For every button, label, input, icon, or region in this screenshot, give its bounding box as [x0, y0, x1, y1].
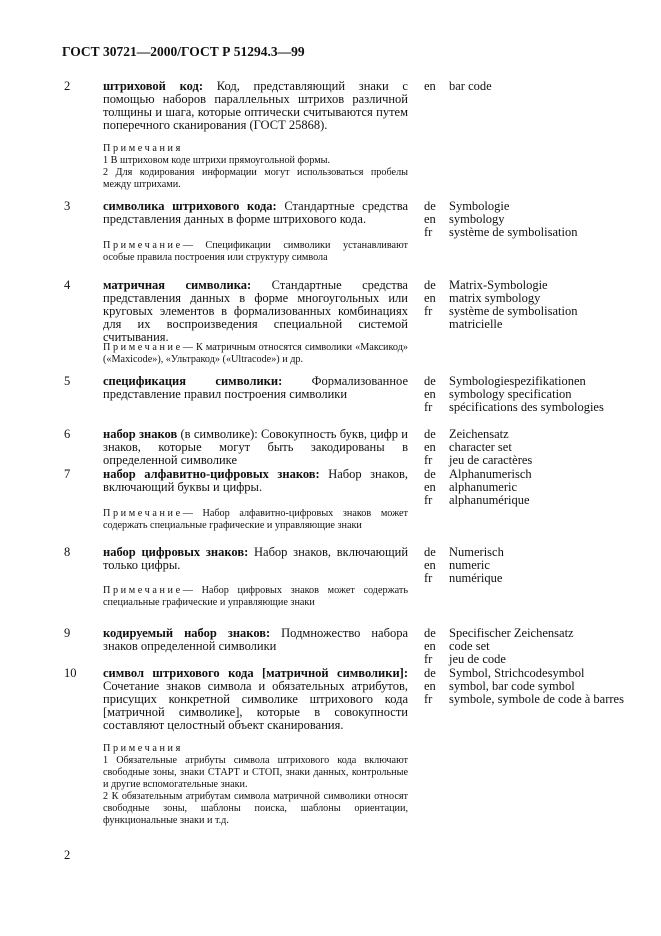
translation-row	[424, 80, 624, 93]
lang-code: de	[424, 427, 436, 441]
lang-term: symbol, bar code symbol	[449, 679, 575, 693]
page-number: 2	[64, 848, 71, 862]
entry-note	[103, 342, 408, 366]
entry-term: набор знаков	[103, 427, 178, 441]
entry-translations	[424, 468, 624, 507]
entry-definition	[103, 627, 408, 653]
lang-term: symbology specification	[449, 387, 572, 401]
entry-definition-text: Стандартные средства представления данных в форме многоугольных или круговых элементов в формализованных комбинациях для их воспроизведения специальной системой считывания.	[103, 278, 408, 344]
lang-term: spécifications des symbologies	[449, 400, 604, 414]
entry-number: 7	[64, 467, 71, 481]
note-label: Примечание	[103, 240, 183, 251]
lang-code: en	[424, 79, 436, 93]
note-label: Примечания	[103, 743, 183, 754]
entry-translations	[424, 80, 624, 93]
lang-code: de	[424, 467, 436, 481]
entry-number: 10	[64, 666, 77, 680]
entry-translations	[424, 279, 624, 331]
entry-term: кодируемый набор знаков:	[103, 626, 271, 640]
entry-definition-text: Подмножество набора знаков определенной символики	[103, 626, 409, 653]
lang-code: de	[424, 666, 436, 680]
lang-code: en	[424, 480, 436, 494]
entry-term: символ штрихового кода [матричной символики]:	[103, 666, 408, 680]
lang-term: Symbol, Strichcodesymbol	[449, 666, 585, 680]
translation-row	[424, 454, 624, 467]
entry-definition	[103, 428, 408, 467]
lang-code: fr	[424, 453, 433, 467]
entry-definition	[103, 667, 408, 732]
lang-term: Specifischer Zeichensatz	[449, 626, 574, 640]
entry-number: 8	[64, 545, 71, 559]
entry-translations	[424, 627, 624, 666]
note-line: 2 Для кодирования информации могут использоваться пробелы между штрихами.	[103, 167, 408, 190]
entry-number: 4	[64, 278, 71, 292]
entry-note	[103, 743, 408, 827]
note-text: — Набор алфавитно-цифровых знаков может содержать специальные графические и управляющие знаки	[103, 508, 408, 531]
lang-code: fr	[424, 493, 433, 507]
note-label: Примечание	[103, 342, 183, 353]
lang-term: alphanumérique	[449, 493, 530, 507]
lang-code: en	[424, 387, 436, 401]
lang-term: Symbologiespezifikationen	[449, 374, 586, 388]
entry-translations	[424, 375, 624, 414]
note-line: 1 Обязательные атрибуты символа штрихового кода включают свободные зоны, знаки СТАРТ и СТОП, знаки данных, контрольные и другие вспомогательные знаки.	[103, 755, 408, 790]
lang-term: jeu de code	[449, 652, 506, 666]
lang-term: numeric	[449, 558, 490, 572]
translation-row	[424, 653, 624, 666]
entry-term: символика штрихового кода:	[103, 199, 277, 213]
note-line: 1 В штриховом коде штрихи прямоугольной формы.	[103, 155, 331, 166]
lang-code: fr	[424, 652, 433, 666]
entry-definition	[103, 375, 408, 401]
entry-definition	[103, 80, 408, 132]
lang-code: de	[424, 278, 436, 292]
entry-term: набор алфавитно-цифровых знаков:	[103, 467, 320, 481]
lang-term: symbole, symbole de code à barres	[449, 692, 624, 706]
lang-term: Alphanumerisch	[449, 467, 532, 481]
lang-term: jeu de caractères	[449, 453, 533, 467]
entry-translations	[424, 667, 624, 706]
note-label: Примечание	[103, 508, 183, 519]
note-label: Примечание	[103, 585, 183, 596]
lang-term: symbology	[449, 212, 505, 226]
entry-number: 6	[64, 427, 71, 441]
entry-term: спецификация символики:	[103, 374, 283, 388]
translation-row	[424, 494, 624, 507]
lang-code: de	[424, 199, 436, 213]
lang-code: de	[424, 545, 436, 559]
entry-definition-text: Формализованное представление правил построения символики	[103, 374, 409, 401]
note-text: — Спецификации символики устанавливают особые правила построения или структуру символа	[103, 240, 408, 263]
entry-number: 3	[64, 199, 71, 213]
lang-code: en	[424, 291, 436, 305]
translation-row	[424, 226, 624, 239]
lang-code: en	[424, 212, 436, 226]
lang-term: système de symbolisation	[449, 225, 578, 239]
lang-code: fr	[424, 225, 433, 239]
note-text: — К матричным относятся символики «Максикод» («Maxicode»), «Ультракод» («Ultracode») и др.	[103, 342, 408, 365]
lang-term: Matrix-Symbologie	[449, 278, 548, 292]
entry-number: 9	[64, 626, 71, 640]
entry-number: 5	[64, 374, 71, 388]
document-header: ГОСТ 30721—2000/ГОСТ Р 51294.3—99	[62, 44, 305, 59]
entry-definition	[103, 200, 408, 226]
lang-code: fr	[424, 692, 433, 706]
entry-translations	[424, 428, 624, 467]
entry-definition	[103, 468, 408, 494]
entry-term: набор цифровых знаков:	[103, 545, 249, 559]
translation-row	[424, 693, 624, 706]
entry-translations	[424, 546, 624, 585]
lang-code: fr	[424, 400, 433, 414]
translation-row	[424, 401, 624, 414]
lang-code: de	[424, 374, 436, 388]
lang-term: bar code	[449, 79, 492, 93]
translation-row	[424, 305, 624, 331]
entry-definition	[103, 279, 408, 344]
entry-note	[103, 585, 408, 609]
entry-definition-text: Сочетание знаков символа и обязательных атрибутов, присущих конкретной символике штрихового кода [матричной символике], которые в совокупности составляют целостный объект сканирования.	[103, 679, 408, 732]
lang-code: en	[424, 639, 436, 653]
lang-term: Numerisch	[449, 545, 504, 559]
translation-row	[424, 572, 624, 585]
entry-note	[103, 143, 408, 191]
lang-term: character set	[449, 440, 512, 454]
entry-note	[103, 240, 408, 264]
lang-term: système de symbolisation matricielle	[449, 304, 578, 331]
entry-definition-text: Код, представляющий знаки с помощью наборов параллельных штрихов различной толщины и шага, которые оптически считываются путем поперечного сканирования (ГОСТ 25868).	[103, 79, 408, 132]
entry-definition-text: Стандартные средства представления данных в форме штрихового кода.	[103, 199, 408, 226]
entry-definition-text: Набор знаков, включающий только цифры.	[103, 545, 409, 572]
entry-definition-text: (в символике): Совокупность букв, цифр и знаков, которые могут быть закодированы в определенной символике	[103, 427, 408, 467]
entry-term: матричная символика:	[103, 278, 252, 292]
entry-translations	[424, 200, 624, 239]
lang-code: fr	[424, 304, 433, 318]
entry-term: штриховой код:	[103, 79, 203, 93]
note-label: Примечания	[103, 143, 183, 154]
note-line: 2 К обязательным атрибутам символа матричной символики относят свободные зоны, шаблоны поиска, шаблоны ориентации, функциональные знаки и т.д.	[103, 791, 408, 826]
entry-note	[103, 508, 408, 532]
entry-number: 2	[64, 79, 71, 93]
lang-term: matrix symbology	[449, 291, 541, 305]
lang-code: de	[424, 626, 436, 640]
lang-term: numérique	[449, 571, 503, 585]
lang-code: en	[424, 558, 436, 572]
lang-term: code set	[449, 639, 490, 653]
entry-definition-text: Набор знаков, включающий буквы и цифры.	[103, 467, 408, 494]
lang-code: en	[424, 679, 436, 693]
lang-term: Zeichensatz	[449, 427, 509, 441]
lang-term: Symbologie	[449, 199, 510, 213]
lang-code: en	[424, 440, 436, 454]
entry-definition	[103, 546, 408, 572]
lang-term: alphanumeric	[449, 480, 518, 494]
lang-code: fr	[424, 571, 433, 585]
note-text: — Набор цифровых знаков может содержать специальные графические и управляющие знаки	[103, 585, 408, 608]
